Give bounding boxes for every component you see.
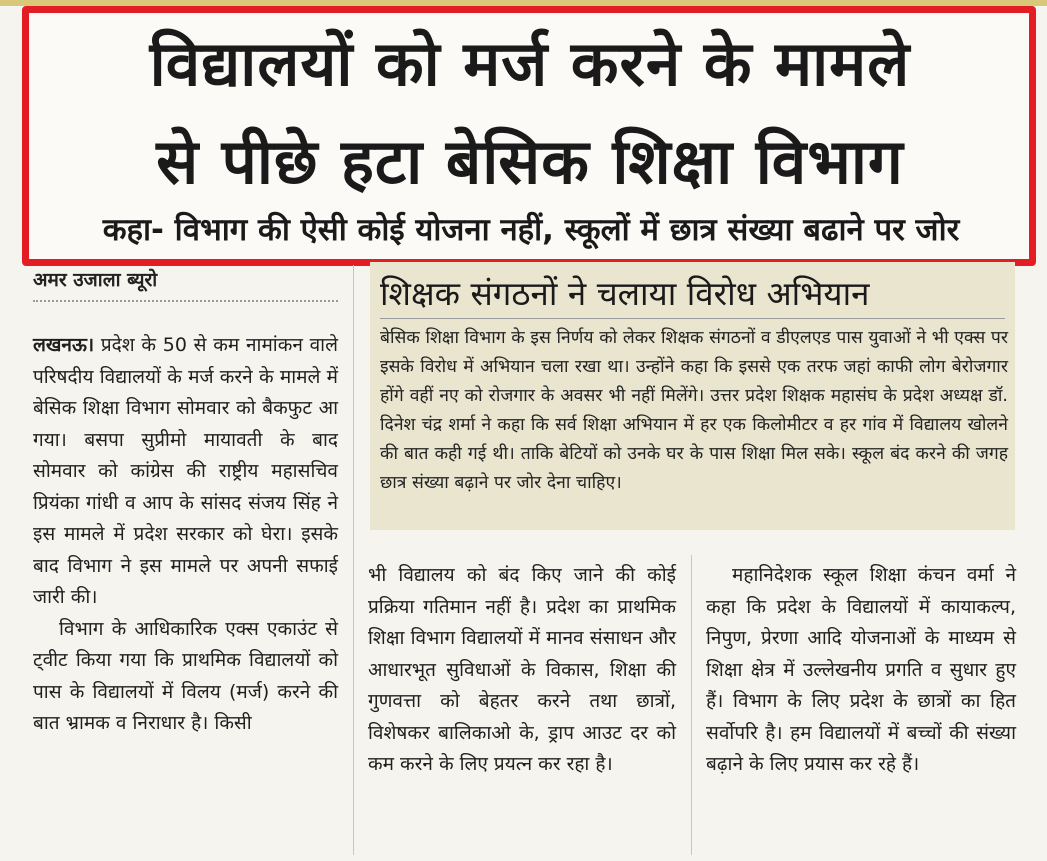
article-column-1 xyxy=(33,330,338,740)
sidebar-box-title: शिक्षक संगठनों ने चलाया विरोध अभियान xyxy=(380,274,870,313)
paragraph-4: महानिदेशक स्कूल शिक्षा कंचन वर्मा ने कहा कि प्रदेश के विद्यालयों में कायाकल्प, निपुण, प्रेरणा आदि योजनाओं के माध्यम से शिक्षा क्षेत्र में उल्लेखनीय प्रगति व सुधार हुए हैं। विभाग के लिए प्रदेश के छात्रों का हित सर्वोपरि है। हम विद्यालयों में बच्चों की संख्या बढ़ाने के लिए प्रयास कर रहे हैं। xyxy=(706,564,1016,775)
headline-highlight-box xyxy=(22,6,1036,266)
dateline: लखनऊ। xyxy=(33,334,95,356)
article-column-3 xyxy=(706,560,1016,781)
subheadline: कहा- विभाग की ऐसी कोई योजना नहीं, स्कूलों में छात्र संख्या बढाने पर जोर xyxy=(102,212,960,248)
byline: अमर उजाला ब्यूरो xyxy=(33,269,158,291)
paragraph-1 xyxy=(33,330,338,614)
paragraph-3: भी विद्यालय को बंद किए जाने की कोई प्रक्रिया गतिमान नहीं है। प्रदेश का प्राथमिक शिक्षा विभाग विद्यालयों में मानव संसाधन और आधारभूत सुविधाओं के विकास, शिक्षा की गुणवत्ता को बेहतर करने तथा छात्रों, विशेषकर बालिकाओ के, ड्राप आउट दर को कम करने के लिए प्रयत्न कर रहा है। xyxy=(368,564,676,775)
column-divider xyxy=(691,555,692,855)
headline-line-1: विद्यालयों को मर्ज करने के मामले xyxy=(149,27,911,100)
column-divider xyxy=(353,265,354,855)
sidebar-title-divider xyxy=(380,318,1005,319)
sidebar-box-body: बेसिक शिक्षा विभाग के इस निर्णय को लेकर शिक्षक संगठनों व डीएलएड पास युवाओं ने भी एक्स पर इसके विरोध में अभियान चला रखा था। उन्होंने कहा कि इससे एक तरफ जहां काफी लोग बेरोजगार होंगे वहीं नए को रोजगार के अवसर भी नहीं मिलेंगे। उत्तर प्रदेश शिक्षक महासंघ के प्रदेश अध्यक्ष डॉ. दिनेश चंद्र शर्मा ने कहा कि सर्व शिक्षा अभियान में हर एक किलोमीटर व हर गांव में विद्यालय खोलने की बात कही गई थी। ताकि बेटियों को उनके घर के पास शिक्षा मिल सके। स्कूल बंद करने की जगह छात्र संख्या बढ़ाने पर जोर देना चाहिए। xyxy=(380,328,1008,493)
paragraph-2: विभाग के आधिकारिक एक्स एकाउंट से ट्वीट किया गया कि प्राथमिक विद्यालयों को पास के विद्यालयों में विलय (मर्ज) करने की बात भ्रामक व निराधार है। किसी xyxy=(33,617,338,734)
paragraph-1-text: प्रदेश के 50 से कम नामांकन वाले परिषदीय विद्यालयों के मर्ज करने के मामले में बेसिक शिक्षा विभाग सोमवार को बैकफुट आ गया। बसपा सुप्रीमो मायावती के बाद सोमवार को कांग्रेस की राष्ट्रीय महासचिव प्रियंका गांधी व आप के सांसद संजय सिंह ने इस मामले में प्रदेश सरकार को घेरा। इसके बाद विभाग ने इस मामले पर अपनी सफाई जारी की। xyxy=(33,334,338,608)
sidebar-box xyxy=(370,262,1015,530)
article-column-2 xyxy=(368,560,676,781)
byline-divider xyxy=(33,300,338,302)
headline-line-2: से पीछे हटा बेसिक शिक्षा विभाग xyxy=(156,125,904,198)
